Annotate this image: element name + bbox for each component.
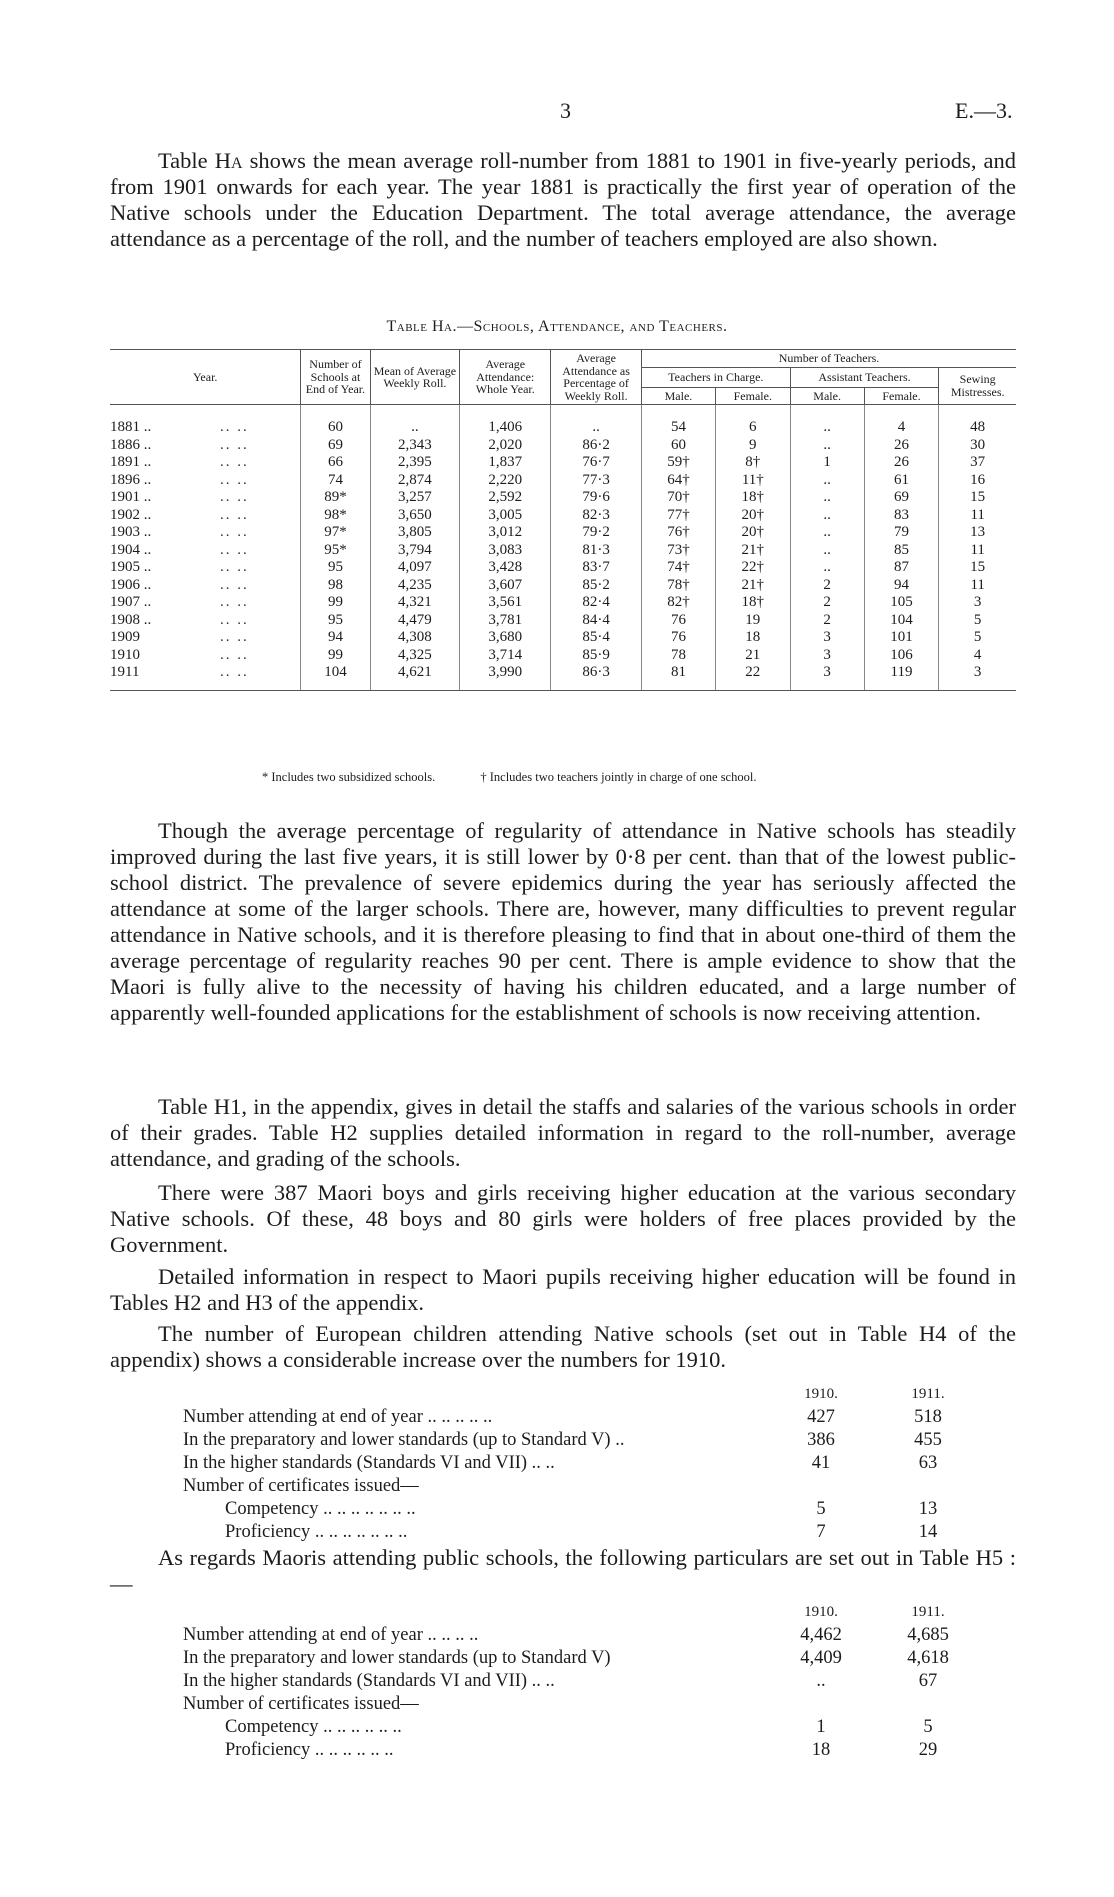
leader-dots: .. .. bbox=[220, 629, 249, 645]
col-charge-female: Female. bbox=[715, 387, 790, 405]
cell-year bbox=[110, 612, 301, 630]
cell-sewing: 30 bbox=[939, 437, 1016, 455]
stats-row bbox=[183, 1624, 983, 1647]
cell-year bbox=[110, 629, 301, 647]
cell-attendance: 2,592 bbox=[460, 489, 551, 507]
cell-year bbox=[110, 524, 301, 542]
table-row bbox=[110, 405, 1016, 437]
cell-mean-roll: .. bbox=[370, 405, 460, 437]
value-1911: 455 bbox=[914, 1430, 942, 1450]
col-charge-male: Male. bbox=[641, 387, 715, 405]
cell-asst-female: 61 bbox=[864, 472, 939, 490]
cell-attendance: 3,714 bbox=[460, 647, 551, 665]
leader-dots: .. .. bbox=[220, 471, 249, 488]
cell-percentage: 84·4 bbox=[551, 612, 642, 630]
year-label: 1906 .. bbox=[110, 576, 152, 593]
year-label: 1910 bbox=[110, 646, 140, 663]
year-1911-header: 1911. bbox=[911, 1386, 945, 1402]
cell-attendance: 3,012 bbox=[460, 524, 551, 542]
cell-charge-male: 76 bbox=[641, 612, 715, 630]
cell-attendance: 3,561 bbox=[460, 594, 551, 612]
leader-dots: .. .. bbox=[220, 576, 249, 593]
cell-year bbox=[110, 472, 301, 490]
cell-asst-female: 85 bbox=[864, 542, 939, 560]
stats-label: In the preparatory and lower standards (up to Standard V) .. bbox=[183, 1430, 625, 1450]
cell-charge-male: 59† bbox=[641, 454, 715, 472]
public-paragraph bbox=[110, 1545, 1016, 1597]
cell-mean-roll: 3,650 bbox=[370, 507, 460, 525]
stats-label: Proficiency .. .. .. .. .. .. bbox=[225, 1740, 394, 1760]
cell-sewing: 11 bbox=[939, 577, 1016, 595]
table-row bbox=[110, 647, 1016, 665]
stats-label: Competency .. .. .. .. .. .. .. bbox=[225, 1499, 416, 1519]
col-attendance: Average Attendance: Whole Year. bbox=[460, 350, 551, 405]
cell-schools: 98 bbox=[301, 577, 370, 595]
value-1910: 18 bbox=[811, 1740, 831, 1760]
cell-asst-male: 2 bbox=[790, 577, 864, 595]
cell-attendance: 3,005 bbox=[460, 507, 551, 525]
stats-header bbox=[183, 1601, 983, 1624]
table-title: Table Ha.—Schools, Attendance, and Teachers. bbox=[386, 318, 728, 335]
value-1911: 63 bbox=[918, 1453, 938, 1473]
intro-table-ref-sc: a bbox=[230, 148, 243, 173]
col-mean-roll: Mean of Average Weekly Roll. bbox=[370, 350, 460, 405]
value-1910: 41 bbox=[811, 1453, 831, 1473]
leader-dots: .. .. bbox=[220, 436, 249, 453]
cell-year bbox=[110, 507, 301, 525]
table-row bbox=[110, 489, 1016, 507]
cell-attendance: 1,837 bbox=[460, 454, 551, 472]
year-label: 1904 .. bbox=[110, 541, 152, 558]
cell-attendance: 3,607 bbox=[460, 577, 551, 595]
col-in-charge: Teachers in Charge. bbox=[641, 367, 790, 387]
cell-charge-female: 22 bbox=[715, 664, 790, 690]
cell-attendance: 1,406 bbox=[460, 405, 551, 437]
cell-schools: 69 bbox=[301, 437, 370, 455]
value-1911: 4,618 bbox=[907, 1648, 949, 1668]
cell-percentage: 82·4 bbox=[551, 594, 642, 612]
cell-charge-female: 20† bbox=[715, 507, 790, 525]
cell-charge-male: 82† bbox=[641, 594, 715, 612]
cell-year bbox=[110, 437, 301, 455]
cell-percentage: 86·3 bbox=[551, 664, 642, 690]
cell-schools: 98* bbox=[301, 507, 370, 525]
value-1911: 29 bbox=[918, 1740, 938, 1760]
cell-charge-female: 18† bbox=[715, 594, 790, 612]
leader-dots: .. .. bbox=[220, 419, 249, 435]
table-row bbox=[110, 559, 1016, 577]
year-1911-header: 1911. bbox=[911, 1604, 945, 1620]
year-label: 1909 bbox=[110, 629, 140, 645]
cell-asst-male: 3 bbox=[790, 647, 864, 665]
cell-schools: 95 bbox=[301, 612, 370, 630]
leader-dots: .. .. bbox=[220, 541, 249, 558]
stats-row bbox=[183, 1693, 983, 1716]
year-label: 1908 .. bbox=[110, 611, 152, 628]
cell-asst-male: 2 bbox=[790, 594, 864, 612]
col-sewing: Sewing Mistresses. bbox=[939, 367, 1016, 405]
cell-schools: 104 bbox=[301, 664, 370, 690]
cell-schools: 66 bbox=[301, 454, 370, 472]
cell-percentage: 81·3 bbox=[551, 542, 642, 560]
cell-sewing: 15 bbox=[939, 559, 1016, 577]
col-assistant: Assistant Teachers. bbox=[790, 367, 939, 387]
cell-asst-female: 104 bbox=[864, 612, 939, 630]
cell-charge-female: 22† bbox=[715, 559, 790, 577]
cell-mean-roll: 4,325 bbox=[370, 647, 460, 665]
cell-schools: 74 bbox=[301, 472, 370, 490]
cell-attendance: 3,781 bbox=[460, 612, 551, 630]
intro-table-ref: Table H bbox=[158, 148, 231, 173]
value-1910: 1 bbox=[816, 1717, 826, 1737]
leader-dots: .. .. bbox=[220, 594, 249, 610]
cell-mean-roll: 4,321 bbox=[370, 594, 460, 612]
cell-year bbox=[110, 594, 301, 612]
year-label: 1907 .. bbox=[110, 594, 152, 610]
footnote-jointly: † Includes two teachers jointly in charge of one school. bbox=[480, 770, 757, 784]
table-row bbox=[110, 524, 1016, 542]
table-row bbox=[110, 629, 1016, 647]
cell-mean-roll: 4,308 bbox=[370, 629, 460, 647]
cell-asst-female: 106 bbox=[864, 647, 939, 665]
page-reference: E.—3. bbox=[955, 98, 1013, 123]
cell-percentage: 86·2 bbox=[551, 437, 642, 455]
attendance-paragraph bbox=[110, 818, 1016, 1026]
cell-sewing: 5 bbox=[939, 629, 1016, 647]
cell-asst-male: .. bbox=[790, 524, 864, 542]
cell-year bbox=[110, 664, 301, 690]
stats-label: Number of certificates issued— bbox=[183, 1476, 419, 1496]
cell-mean-roll: 2,395 bbox=[370, 454, 460, 472]
public-schools-stats bbox=[183, 1601, 983, 1762]
cell-charge-female: 18 bbox=[715, 629, 790, 647]
value-1910: 4,409 bbox=[800, 1648, 842, 1668]
cell-schools: 89* bbox=[301, 489, 370, 507]
cell-asst-female: 26 bbox=[864, 454, 939, 472]
year-1910-header: 1910. bbox=[804, 1604, 838, 1620]
cell-sewing: 11 bbox=[939, 542, 1016, 560]
cell-charge-male: 76† bbox=[641, 524, 715, 542]
table-body bbox=[110, 405, 1016, 691]
cell-sewing: 3 bbox=[939, 594, 1016, 612]
cell-schools: 99 bbox=[301, 594, 370, 612]
table-row bbox=[110, 454, 1016, 472]
cell-percentage: 76·7 bbox=[551, 454, 642, 472]
year-label: 1881 .. bbox=[110, 419, 152, 435]
european-paragraph bbox=[110, 1321, 1016, 1373]
table-row bbox=[110, 664, 1016, 690]
cell-asst-female: 87 bbox=[864, 559, 939, 577]
leader-dots: .. .. bbox=[220, 611, 249, 628]
year-label: 1911 bbox=[110, 664, 140, 680]
cell-sewing: 16 bbox=[939, 472, 1016, 490]
cell-asst-male: .. bbox=[790, 405, 864, 437]
cell-charge-female: 6 bbox=[715, 405, 790, 437]
attendance-text: Though the average percentage of regularity of attendance in Native schools has steadily improved during the last five years, it is still lower by 0·8 per cent. than that of the lowest public-school district. The prevalence of severe epidemics during the year has seriously affected the attendance at some of the larger schools. There are, however, many difficulties to prevent regular attendance in Native schools, and it is therefore pleasing to find that in about one-third of them the average percentage of regularity reaches 90 per cent. There is ample evidence to show that the Maori is fully alive to the necessity of having his children educated, and a large number of apparently well-founded applications for the establishment of schools is now receiving attention. bbox=[110, 818, 1016, 1025]
leader-dots: .. .. bbox=[220, 524, 249, 540]
col-asst-male: Male. bbox=[790, 387, 864, 405]
cell-schools: 97* bbox=[301, 524, 370, 542]
stats-label: In the preparatory and lower standards (up to Standard V) bbox=[183, 1648, 611, 1668]
year-label: 1891 .. bbox=[110, 454, 152, 470]
stats-label: Number attending at end of year .. .. .. .. bbox=[183, 1625, 479, 1645]
cell-attendance: 3,990 bbox=[460, 664, 551, 690]
cell-year bbox=[110, 559, 301, 577]
cell-percentage: 77·3 bbox=[551, 472, 642, 490]
cell-mean-roll: 3,257 bbox=[370, 489, 460, 507]
value-1911: 14 bbox=[918, 1522, 938, 1542]
cell-asst-male: .. bbox=[790, 559, 864, 577]
schools-attendance-table bbox=[110, 349, 1016, 691]
cell-charge-male: 60 bbox=[641, 437, 715, 455]
stats-row bbox=[183, 1452, 983, 1475]
cell-charge-male: 77† bbox=[641, 507, 715, 525]
cell-mean-roll: 4,621 bbox=[370, 664, 460, 690]
cell-charge-male: 70† bbox=[641, 489, 715, 507]
cell-schools: 60 bbox=[301, 405, 370, 437]
cell-asst-male: .. bbox=[790, 507, 864, 525]
cell-sewing: 4 bbox=[939, 647, 1016, 665]
cell-attendance: 2,020 bbox=[460, 437, 551, 455]
cell-sewing: 3 bbox=[939, 664, 1016, 690]
european-text: The number of European children attending Native schools (set out in Table H4 of the appendix) shows a considerable increase over the numbers for 1910. bbox=[110, 1321, 1016, 1372]
cell-sewing: 5 bbox=[939, 612, 1016, 630]
cell-charge-female: 21† bbox=[715, 542, 790, 560]
stats-label: Proficiency .. .. .. .. .. .. .. bbox=[225, 1522, 408, 1542]
cell-year bbox=[110, 489, 301, 507]
cell-charge-male: 74† bbox=[641, 559, 715, 577]
stats-row bbox=[183, 1670, 983, 1693]
table-row bbox=[110, 437, 1016, 455]
year-1910-header: 1910. bbox=[804, 1386, 838, 1402]
stats-row bbox=[183, 1406, 983, 1429]
table-row bbox=[110, 507, 1016, 525]
cell-sewing: 15 bbox=[939, 489, 1016, 507]
public-text: As regards Maoris attending public schools, the following particulars are set out in Table H5 :— bbox=[110, 1545, 1016, 1596]
cell-percentage: 83·7 bbox=[551, 559, 642, 577]
h1-text: Table H1, in the appendix, gives in detail the staffs and salaries of the various schools in order of their grades. Table H2 supplies detailed information in regard to the roll-number, average attendance, and grading of the schools. bbox=[110, 1094, 1016, 1171]
cell-charge-male: 73† bbox=[641, 542, 715, 560]
cell-percentage: 85·2 bbox=[551, 577, 642, 595]
cell-charge-male: 64† bbox=[641, 472, 715, 490]
cell-percentage: .. bbox=[551, 405, 642, 437]
cell-schools: 95 bbox=[301, 559, 370, 577]
intro-paragraph bbox=[110, 148, 1016, 252]
h1-paragraph bbox=[110, 1094, 1016, 1172]
year-label: 1896 .. bbox=[110, 471, 152, 488]
secondary-paragraph bbox=[110, 1180, 1016, 1258]
cell-mean-roll: 3,794 bbox=[370, 542, 460, 560]
intro-text: shows the mean average roll-number from 1881 to 1901 in five-yearly periods, and from 1901 onwards for each year. The year 1881 is practically the first year of operation of the Native schools under the Education Department. The total average attendance, the average attendance as a percentage of the roll, and the number of teachers employed are also shown. bbox=[110, 148, 1016, 251]
value-1910: 427 bbox=[807, 1407, 835, 1427]
cell-sewing: 11 bbox=[939, 507, 1016, 525]
cell-asst-male: 3 bbox=[790, 629, 864, 647]
year-label: 1901 .. bbox=[110, 489, 152, 505]
cell-attendance: 2,220 bbox=[460, 472, 551, 490]
cell-asst-female: 26 bbox=[864, 437, 939, 455]
cell-asst-male: .. bbox=[790, 472, 864, 490]
cell-mean-roll: 2,874 bbox=[370, 472, 460, 490]
cell-charge-male: 81 bbox=[641, 664, 715, 690]
value-1911: 13 bbox=[918, 1499, 938, 1519]
cell-year bbox=[110, 647, 301, 665]
value-1911: 518 bbox=[914, 1407, 942, 1427]
cell-charge-male: 78 bbox=[641, 647, 715, 665]
cell-mean-roll: 2,343 bbox=[370, 437, 460, 455]
cell-schools: 95* bbox=[301, 542, 370, 560]
cell-sewing: 37 bbox=[939, 454, 1016, 472]
cell-charge-female: 21† bbox=[715, 577, 790, 595]
cell-percentage: 85·4 bbox=[551, 629, 642, 647]
stats-label: Number of certificates issued— bbox=[183, 1694, 419, 1714]
cell-year bbox=[110, 577, 301, 595]
value-1911: 4,685 bbox=[907, 1625, 949, 1645]
leader-dots: .. .. bbox=[220, 454, 249, 470]
stats-row bbox=[183, 1429, 983, 1452]
stats-header bbox=[183, 1383, 983, 1406]
value-1910: 5 bbox=[816, 1499, 826, 1519]
cell-asst-female: 105 bbox=[864, 594, 939, 612]
leader-dots: .. .. bbox=[220, 506, 249, 523]
cell-sewing: 13 bbox=[939, 524, 1016, 542]
cell-sewing: 48 bbox=[939, 405, 1016, 437]
cell-percentage: 79·2 bbox=[551, 524, 642, 542]
col-year: Year. bbox=[110, 350, 301, 405]
secondary-text: There were 387 Maori boys and girls receiving higher education at the various secondary Native schools. Of these, 48 boys and 80 girls were holders of free places provided by the Government. bbox=[110, 1180, 1016, 1257]
year-label: 1903 .. bbox=[110, 524, 152, 540]
stats-row bbox=[183, 1716, 983, 1739]
stats-row bbox=[183, 1647, 983, 1670]
cell-asst-female: 101 bbox=[864, 629, 939, 647]
cell-schools: 99 bbox=[301, 647, 370, 665]
detailed-text: Detailed information in respect to Maori pupils receiving higher education will be found in Tables H2 and H3 of the appendix. bbox=[110, 1264, 1016, 1315]
cell-mean-roll: 3,805 bbox=[370, 524, 460, 542]
stats-label: Competency .. .. .. .. .. .. bbox=[225, 1717, 402, 1737]
cell-mean-roll: 4,235 bbox=[370, 577, 460, 595]
cell-percentage: 82·3 bbox=[551, 507, 642, 525]
cell-charge-female: 21 bbox=[715, 647, 790, 665]
cell-schools: 94 bbox=[301, 629, 370, 647]
cell-year bbox=[110, 542, 301, 560]
cell-charge-male: 54 bbox=[641, 405, 715, 437]
col-asst-female: Female. bbox=[864, 387, 939, 405]
cell-attendance: 3,083 bbox=[460, 542, 551, 560]
leader-dots: .. .. bbox=[220, 664, 249, 680]
page-number: 3 bbox=[560, 98, 571, 123]
cell-year bbox=[110, 454, 301, 472]
cell-charge-female: 18† bbox=[715, 489, 790, 507]
value-1910: 386 bbox=[807, 1430, 835, 1450]
cell-asst-male: 2 bbox=[790, 612, 864, 630]
stats-row bbox=[183, 1475, 983, 1498]
cell-asst-male: 3 bbox=[790, 664, 864, 690]
value-1910: 7 bbox=[816, 1522, 826, 1542]
leader-dots: .. .. bbox=[220, 646, 249, 663]
value-1910: 4,462 bbox=[800, 1625, 842, 1645]
stats-row bbox=[183, 1521, 983, 1544]
footnote-subsidized: * Includes two subsidized schools. bbox=[262, 770, 436, 784]
cell-percentage: 79·6 bbox=[551, 489, 642, 507]
stats-row bbox=[183, 1498, 983, 1521]
table-footnotes bbox=[262, 770, 798, 785]
cell-charge-female: 9 bbox=[715, 437, 790, 455]
table-row bbox=[110, 612, 1016, 630]
value-1911: 67 bbox=[918, 1671, 938, 1691]
cell-asst-female: 69 bbox=[864, 489, 939, 507]
cell-attendance: 3,680 bbox=[460, 629, 551, 647]
table-row bbox=[110, 594, 1016, 612]
year-label: 1886 .. bbox=[110, 436, 152, 453]
value-1911: 5 bbox=[923, 1717, 933, 1737]
stats-label: In the higher standards (Standards VI and VII) .. .. bbox=[183, 1453, 555, 1473]
year-label: 1905 .. bbox=[110, 559, 152, 575]
col-schools: Number of Schools at End of Year. bbox=[301, 350, 370, 405]
cell-asst-female: 119 bbox=[864, 664, 939, 690]
cell-asst-male: .. bbox=[790, 542, 864, 560]
stats-row bbox=[183, 1739, 983, 1762]
cell-charge-female: 11† bbox=[715, 472, 790, 490]
cell-asst-male: .. bbox=[790, 437, 864, 455]
cell-charge-female: 8† bbox=[715, 454, 790, 472]
col-percentage: Average Attendance as Percentage of Weekly Roll. bbox=[551, 350, 642, 405]
european-children-stats bbox=[183, 1383, 983, 1544]
cell-asst-female: 79 bbox=[864, 524, 939, 542]
stats-label: In the higher standards (Standards VI and VII) .. .. bbox=[183, 1671, 555, 1691]
col-teachers: Number of Teachers. bbox=[641, 350, 1016, 368]
cell-mean-roll: 4,479 bbox=[370, 612, 460, 630]
cell-charge-male: 76 bbox=[641, 629, 715, 647]
cell-asst-male: 1 bbox=[790, 454, 864, 472]
cell-asst-female: 94 bbox=[864, 577, 939, 595]
table-row bbox=[110, 472, 1016, 490]
cell-asst-male: .. bbox=[790, 489, 864, 507]
cell-charge-male: 78† bbox=[641, 577, 715, 595]
detailed-paragraph bbox=[110, 1264, 1016, 1316]
table-row bbox=[110, 542, 1016, 560]
leader-dots: .. .. bbox=[220, 489, 249, 505]
cell-year bbox=[110, 405, 301, 437]
cell-attendance: 3,428 bbox=[460, 559, 551, 577]
year-label: 1902 .. bbox=[110, 506, 152, 523]
value-1910: .. bbox=[816, 1671, 826, 1691]
leader-dots: .. .. bbox=[220, 559, 249, 575]
cell-mean-roll: 4,097 bbox=[370, 559, 460, 577]
cell-percentage: 85·9 bbox=[551, 647, 642, 665]
table-row bbox=[110, 577, 1016, 595]
stats-label: Number attending at end of year .. .. .. .. .. bbox=[183, 1407, 493, 1427]
cell-asst-female: 4 bbox=[864, 405, 939, 437]
cell-asst-female: 83 bbox=[864, 507, 939, 525]
cell-charge-female: 19 bbox=[715, 612, 790, 630]
cell-charge-female: 20† bbox=[715, 524, 790, 542]
